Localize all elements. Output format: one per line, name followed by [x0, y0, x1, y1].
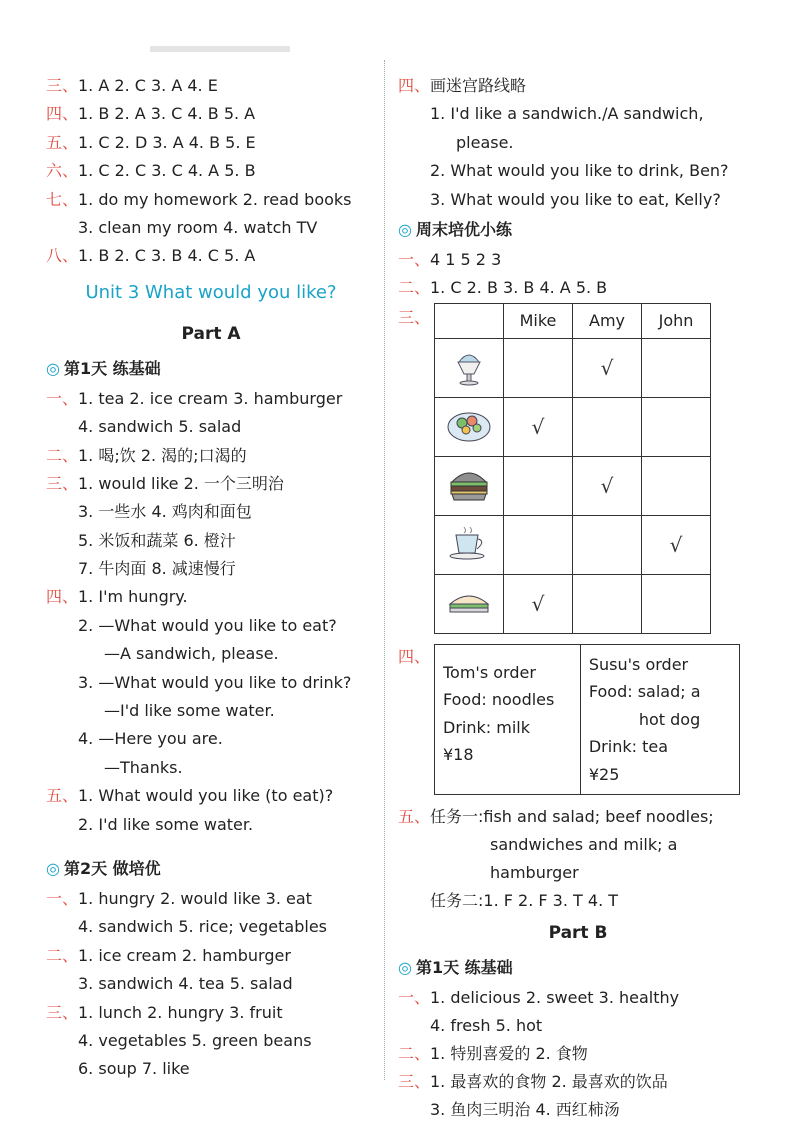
answer-line [46, 999, 376, 1027]
mike-cell [504, 456, 573, 515]
circle-icon: ◎ [46, 858, 60, 878]
section-marker: 三、 [398, 1071, 431, 1091]
order-drink: Drink: tea [588, 737, 669, 757]
amy-cell [573, 456, 642, 515]
section-heading [398, 952, 758, 984]
answer-text: 1. 特别喜爱的 2. 食物 [430, 1044, 588, 1064]
check-mark: √ [531, 414, 545, 439]
answer-line: 6. soup 7. like [78, 1059, 190, 1079]
order-food-continued: hot dog [638, 709, 701, 729]
salad-cell [435, 397, 504, 456]
answer-line: 4. —Here you are. [78, 729, 223, 749]
section-marker: 五、 [46, 132, 79, 152]
unit-title: Unit 3 What would you like? [85, 281, 337, 303]
answer-text: 1. do my homework 2. read books [78, 189, 352, 209]
section-marker: 八、 [46, 246, 79, 266]
answer-text: 1. tea 2. ice cream 3. hamburger [78, 388, 343, 408]
circle-icon: ◎ [398, 958, 412, 978]
amy-cell [573, 397, 642, 456]
answer-line: 5. 米饭和蔬菜 6. 橙汁 [78, 530, 236, 550]
answer-text: 1. A 2. C 3. A 4. E [78, 76, 218, 95]
answer-line [398, 72, 758, 100]
table-row [435, 456, 711, 515]
answer-line: 任务二:1. F 2. F 3. T 4. T [430, 890, 619, 910]
section-marker: 一、 [398, 988, 431, 1008]
mike-cell [504, 397, 573, 456]
answer-line [398, 1068, 758, 1096]
section-marker: 二、 [46, 945, 79, 965]
answer-text: 1. hungry 2. would like 3. eat [78, 888, 312, 908]
answer-line: —A sandwich, please. [104, 644, 279, 664]
section-heading [46, 853, 376, 885]
section-heading-text: 周末培优小练 [415, 219, 512, 239]
answer-text: 1. delicious 2. sweet 3. healthy [430, 988, 680, 1008]
john-cell [642, 456, 711, 515]
section-heading [46, 353, 376, 385]
hamburger-icon [444, 462, 494, 506]
section-marker: 四、 [46, 587, 79, 607]
section-marker: 七、 [46, 189, 79, 209]
section-marker: 四、 [398, 646, 431, 666]
answer-line [46, 885, 376, 913]
john-cell [642, 338, 711, 397]
sandwich-cell [435, 574, 504, 633]
answer-line: hamburger [490, 862, 579, 882]
section-marker: 三、 [46, 1002, 79, 1022]
section-heading [398, 214, 758, 246]
answer-text: 1. ice cream 2. hamburger [78, 945, 291, 965]
table-row [435, 574, 711, 633]
header-strip [150, 46, 290, 52]
order-price: ¥25 [588, 764, 620, 784]
answer-text: 1. B 2. C 3. B 4. C 5. A [78, 246, 256, 266]
answer-text: 1. would like 2. 一个三明治 [78, 473, 284, 493]
ice-cream-icon [444, 344, 494, 388]
tea-icon [444, 521, 494, 565]
salad-icon [444, 403, 494, 447]
orders-block [398, 644, 758, 796]
order-food: Food: salad; a [588, 682, 701, 702]
part-a-title: Part A [181, 323, 241, 344]
section-marker: 二、 [398, 278, 431, 298]
table-header-row [435, 303, 711, 338]
answer-line: 2. —What would you like to eat? [78, 615, 337, 635]
answer-text: 1. C 2. D 3. A 4. B 5. E [78, 132, 256, 152]
check-mark: √ [531, 591, 545, 616]
answer-text: 1. 最喜欢的食物 2. 最喜欢的饮品 [430, 1071, 668, 1091]
answer-line: 7. 牛肉面 8. 减速慢行 [78, 559, 236, 579]
check-mark: √ [600, 355, 614, 380]
answer-line [398, 274, 758, 302]
section-heading-text: 第2天 做培优 [63, 858, 161, 878]
tea-cell [435, 515, 504, 574]
answer-line: —Thanks. [104, 757, 183, 777]
mike-cell [504, 338, 573, 397]
answer-line [46, 157, 376, 185]
section-marker: 一、 [398, 249, 431, 269]
answer-line: 4. vegetables 5. green beans [78, 1030, 312, 1050]
answer-line: 4. sandwich 5. salad [78, 417, 242, 437]
answer-line: 3. clean my room 4. watch TV [78, 217, 318, 237]
section-marker: 二、 [398, 1044, 431, 1064]
john-cell [642, 574, 711, 633]
answer-line: 3. What would you like to eat, Kelly? [430, 189, 721, 209]
part-b-title: Part B [548, 923, 608, 944]
section-marker: 三、 [398, 307, 431, 327]
tom-order [435, 645, 580, 795]
answer-line [46, 583, 376, 611]
column-header: Mike [504, 303, 573, 338]
order-price: ¥18 [443, 745, 474, 765]
susu-order [580, 645, 739, 795]
column-header: Amy [573, 303, 642, 338]
section-heading-text: 第1天 练基础 [63, 358, 161, 378]
order-food: Food: noodles [443, 690, 555, 710]
answer-text: 任务一:fish and salad; beef noodles; [430, 807, 714, 827]
answer-line [398, 246, 758, 274]
section-marker: 六、 [46, 161, 79, 181]
answer-line [398, 803, 758, 831]
john-cell [642, 397, 711, 456]
food-preference-table [434, 303, 711, 634]
answer-line: 3. 一些水 4. 鸡肉和面包 [78, 502, 252, 522]
answer-line: 2. What would you like to drink, Ben? [430, 161, 729, 181]
answer-text: 1. lunch 2. hungry 3. fruit [78, 1002, 283, 1022]
check-mark: √ [669, 532, 683, 557]
john-cell [642, 515, 711, 574]
answer-line: 4. sandwich 5. rice; vegetables [78, 917, 328, 937]
answer-text: 1. 喝;饮 2. 渴的;口渴的 [78, 445, 247, 465]
answer-text: 1. What would you like (to eat)? [78, 786, 334, 806]
answer-line: —I'd like some water. [104, 701, 275, 721]
check-mark: √ [600, 473, 614, 498]
section-marker: 三、 [46, 76, 79, 95]
answer-line: 1. I'd like a sandwich./A sandwich, [430, 104, 704, 124]
answer-line [46, 100, 376, 128]
section-marker: 一、 [46, 388, 79, 408]
answer-line [46, 942, 376, 970]
table-row [435, 397, 711, 456]
mike-cell [504, 574, 573, 633]
hamburger-cell [435, 456, 504, 515]
mike-cell [504, 515, 573, 574]
section-marker: 五、 [398, 807, 431, 827]
section-heading-text: 第1天 练基础 [415, 958, 513, 978]
answer-line [46, 186, 376, 214]
answer-line [46, 242, 376, 270]
food-table-block [398, 303, 758, 634]
orders-box [434, 644, 740, 796]
ice-cream-cell [435, 338, 504, 397]
answer-line [46, 470, 376, 498]
answer-line: 3. —What would you like to drink? [78, 672, 352, 692]
circle-icon: ◎ [398, 219, 412, 239]
order-title: Tom's order [443, 662, 536, 682]
answer-text: 4 1 5 2 3 [430, 249, 502, 269]
answer-line [398, 984, 758, 1012]
answer-line [398, 1040, 758, 1068]
answer-line [46, 442, 376, 470]
amy-cell [573, 338, 642, 397]
circle-icon: ◎ [46, 358, 60, 378]
section-marker: 四、 [46, 104, 79, 124]
right-column [398, 72, 758, 1123]
answer-line [46, 782, 376, 810]
column-divider [384, 60, 385, 1080]
section-marker: 四、 [398, 76, 431, 95]
left-column [46, 72, 376, 1084]
answer-line: 2. I'd like some water. [78, 814, 254, 834]
section-marker: 二、 [46, 445, 79, 465]
table-row [435, 338, 711, 397]
section-marker: 一、 [46, 888, 79, 908]
answer-text: 1. C 2. C 3. C 4. A 5. B [78, 161, 256, 181]
answer-line: please. [456, 132, 514, 152]
answer-line: sandwiches and milk; a [490, 835, 678, 855]
amy-cell [573, 574, 642, 633]
answer-text: 1. B 2. A 3. C 4. B 5. A [78, 104, 256, 124]
table-row [435, 515, 711, 574]
answer-text: 1. C 2. B 3. B 4. A 5. B [430, 278, 608, 298]
section-marker: 五、 [46, 786, 79, 806]
answer-line: 3. sandwich 4. tea 5. salad [78, 974, 293, 994]
column-header: John [642, 303, 711, 338]
section-marker: 三、 [46, 473, 79, 493]
sandwich-icon [444, 580, 494, 624]
answer-line: 3. 鱼肉三明治 4. 西红柿汤 [430, 1099, 620, 1119]
answer-line: 4. fresh 5. hot [430, 1016, 543, 1036]
answer-line [46, 72, 376, 100]
answer-line [46, 385, 376, 413]
table-corner [435, 303, 504, 338]
amy-cell [573, 515, 642, 574]
order-drink: Drink: milk [443, 717, 530, 737]
answer-line [46, 129, 376, 157]
answer-text: 1. I'm hungry. [78, 587, 188, 607]
answer-text: 画迷宫路线略 [430, 76, 527, 95]
order-title: Susu's order [588, 654, 689, 674]
